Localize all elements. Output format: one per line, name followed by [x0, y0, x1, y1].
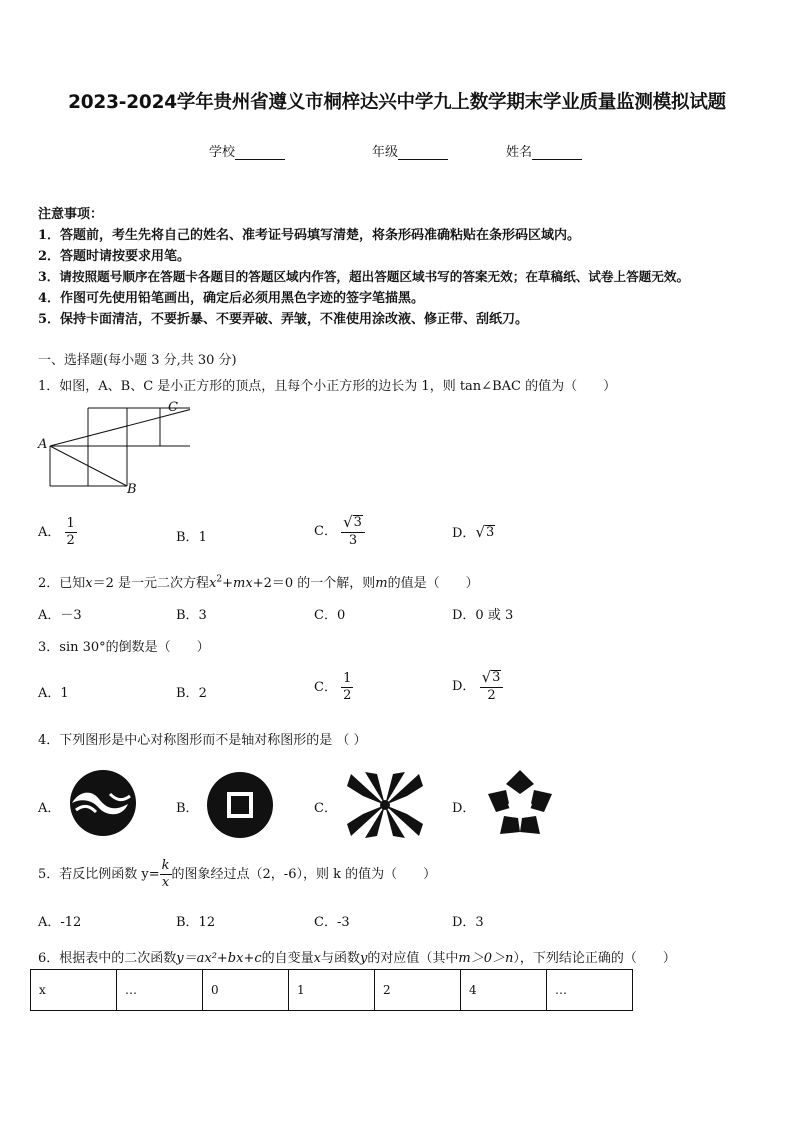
option-letter: A．: [38, 525, 61, 540]
section-heading: 一、选择题(每小题 3 分,共 30 分): [38, 353, 237, 368]
q1-option-d[interactable]: [452, 522, 495, 541]
page-title: 2023-2024学年贵州省遵义市桐梓达兴中学九上数学期末学业质量监测模拟试题: [68, 92, 726, 113]
option-value: 1: [198, 530, 207, 545]
point-c-label: C: [168, 400, 178, 415]
fraction: $\frac{1}{2}$: [66, 516, 75, 548]
notes-heading: 注意事项：: [38, 207, 104, 222]
school-label: 学校: [209, 145, 236, 160]
q1-option-b[interactable]: [176, 526, 207, 545]
q4-figure-d[interactable]: [484, 768, 556, 840]
table-cell: …: [547, 970, 633, 1011]
table-cell: 2: [375, 970, 461, 1011]
table-cell: 4: [461, 970, 547, 1011]
option-letter: C．: [314, 680, 337, 695]
table-cell: 0: [203, 970, 289, 1011]
q3-option-c[interactable]: [314, 671, 353, 704]
sqrt-symbol: √ 3: [343, 513, 362, 531]
note-item: 5．保持卡面清洁，不要折暴、不要弄破、弄皱，不准使用涂改液、修正带、刮纸刀。: [38, 312, 529, 327]
q1-option-c[interactable]: [314, 514, 365, 549]
grade-label: 年级: [372, 145, 399, 160]
question-3-stem: 3．sin 30°的倒数是（ ）: [38, 640, 210, 655]
table-cell: x: [31, 970, 117, 1011]
q2-option-c[interactable]: C．0: [314, 608, 346, 623]
note-item: 2．答题时请按要求用笔。: [38, 249, 191, 264]
note-item: 1．答题前，考生先将自己的姓名、准考证号码填写清楚，将条形码准确粘贴在条形码区域内。: [38, 228, 581, 243]
question-5-stem: 5．若反比例函数 y= $\frac{k}{x}$ 的图象经过点（2，-6），则 k 的值为（ ）: [38, 858, 437, 890]
name-blank[interactable]: [532, 145, 582, 160]
option-letter: C．: [314, 524, 337, 539]
point-b-label: B: [127, 482, 137, 497]
option-letter: D．: [452, 679, 476, 694]
q4-option-c-label[interactable]: C．: [314, 801, 337, 816]
sqrt-symbol: √ 3: [475, 523, 495, 541]
name-field[interactable]: [506, 141, 582, 160]
note-item: 3．请按照题号顺序在答题卡各题目的答题区域内作答，超出答题区域书写的答案无效；在草稿纸、试卷上答题无效。: [38, 269, 690, 284]
q3-option-d[interactable]: [452, 669, 503, 704]
option-value: 2: [198, 686, 207, 701]
table-row: [31, 970, 633, 1011]
question-4-stem: 4．下列图形是中心对称图形而不是轴对称图形的是 （ ）: [38, 733, 367, 748]
fraction: √ 3 2: [480, 669, 504, 704]
fraction: $\frac{1}{2}$: [343, 671, 352, 703]
q5-option-b[interactable]: B．12: [176, 915, 216, 930]
school-field[interactable]: [209, 141, 285, 160]
q3-option-b[interactable]: [176, 682, 207, 701]
note-item: 4．作图可先使用铅笔画出，确定后必须用黑色字迹的签字笔描黑。: [38, 291, 425, 306]
q4-figure-b[interactable]: [205, 770, 275, 840]
q5-option-c[interactable]: C．-3: [314, 915, 350, 930]
grade-blank[interactable]: [398, 145, 448, 160]
table-cell: …: [117, 970, 203, 1011]
q2-option-a[interactable]: A．－3: [38, 608, 82, 623]
fraction: √ 3 3: [341, 514, 365, 549]
q4-figure-a[interactable]: [66, 766, 140, 840]
question-1-stem: 1．如图，A、B、C 是小正方形的顶点，且每个小正方形的边长为 1，则 tan∠BAC 的值为（ ）: [38, 379, 617, 394]
point-a-label: A: [38, 437, 48, 452]
q4-option-d-label[interactable]: D．: [452, 801, 476, 816]
option-letter: B．: [176, 686, 199, 701]
grid-figure: [30, 398, 190, 498]
question-6-stem: 6．根据表中的二次函数y＝ax²+bx+c的自变量x与函数y的对应值（其中m＞0＞n），下列结论正确的（ ）: [38, 951, 676, 966]
value-table: [30, 969, 633, 1011]
q2-option-d[interactable]: D．0 或 3: [452, 608, 514, 623]
table-cell: 1: [289, 970, 375, 1011]
q4-figure-c[interactable]: [343, 770, 427, 840]
question-2-stem: 2．已知x＝2 是一元二次方程$x^2+mx+2=0$ 的一个解，则m的值是（ ）: [38, 574, 479, 591]
grade-field[interactable]: [372, 141, 448, 160]
name-label: 姓名: [506, 145, 533, 160]
q5-option-d[interactable]: D．3: [452, 915, 484, 930]
q3-option-a[interactable]: [38, 682, 69, 701]
q2-option-b[interactable]: B．3: [176, 608, 207, 623]
option-value: 1: [60, 686, 69, 701]
option-letter: B．: [176, 530, 199, 545]
option-letter: A．: [38, 686, 61, 701]
q4-option-a-label[interactable]: A．: [38, 801, 61, 816]
option-letter: D．: [452, 526, 476, 541]
sqrt-symbol: √ 3: [481, 668, 501, 686]
q5-option-a[interactable]: A．-12: [38, 915, 82, 930]
q1-option-a[interactable]: [38, 516, 77, 549]
q4-option-b-label[interactable]: B．: [176, 801, 199, 816]
school-blank[interactable]: [235, 145, 285, 160]
